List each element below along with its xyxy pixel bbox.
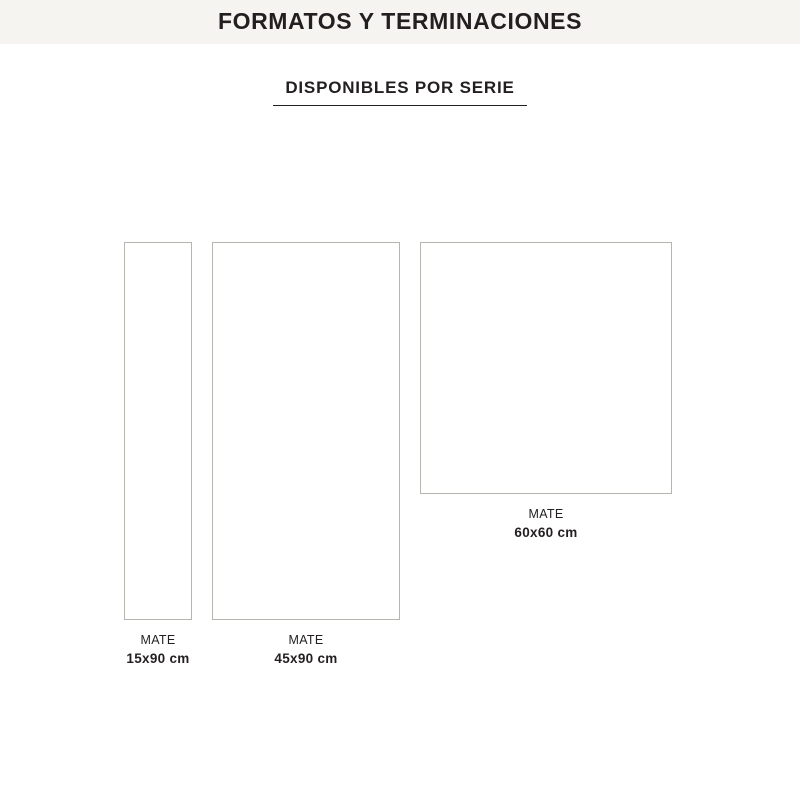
tile-format-item [212, 242, 400, 669]
tile-finish-label: MATE [140, 633, 176, 647]
tile-finish-label: MATE [528, 507, 564, 521]
tile-size-label: 15x90 cm [126, 651, 190, 667]
tile-caption [420, 505, 672, 543]
page-subtitle: DISPONIBLES POR SERIE [273, 78, 526, 106]
tile-shape-15x90 [124, 242, 192, 620]
tile-format-item [420, 242, 672, 543]
tile-shape-60x60 [420, 242, 672, 494]
tile-size-label: 45x90 cm [274, 651, 338, 667]
tile-finish-label: MATE [288, 633, 324, 647]
tile-caption [212, 631, 400, 669]
page-title: FORMATOS Y TERMINACIONES [217, 8, 583, 34]
tile-shape-45x90 [212, 242, 400, 620]
tile-format-item [124, 242, 192, 669]
tile-size-label: 60x60 cm [514, 525, 578, 541]
tile-caption [124, 631, 192, 669]
